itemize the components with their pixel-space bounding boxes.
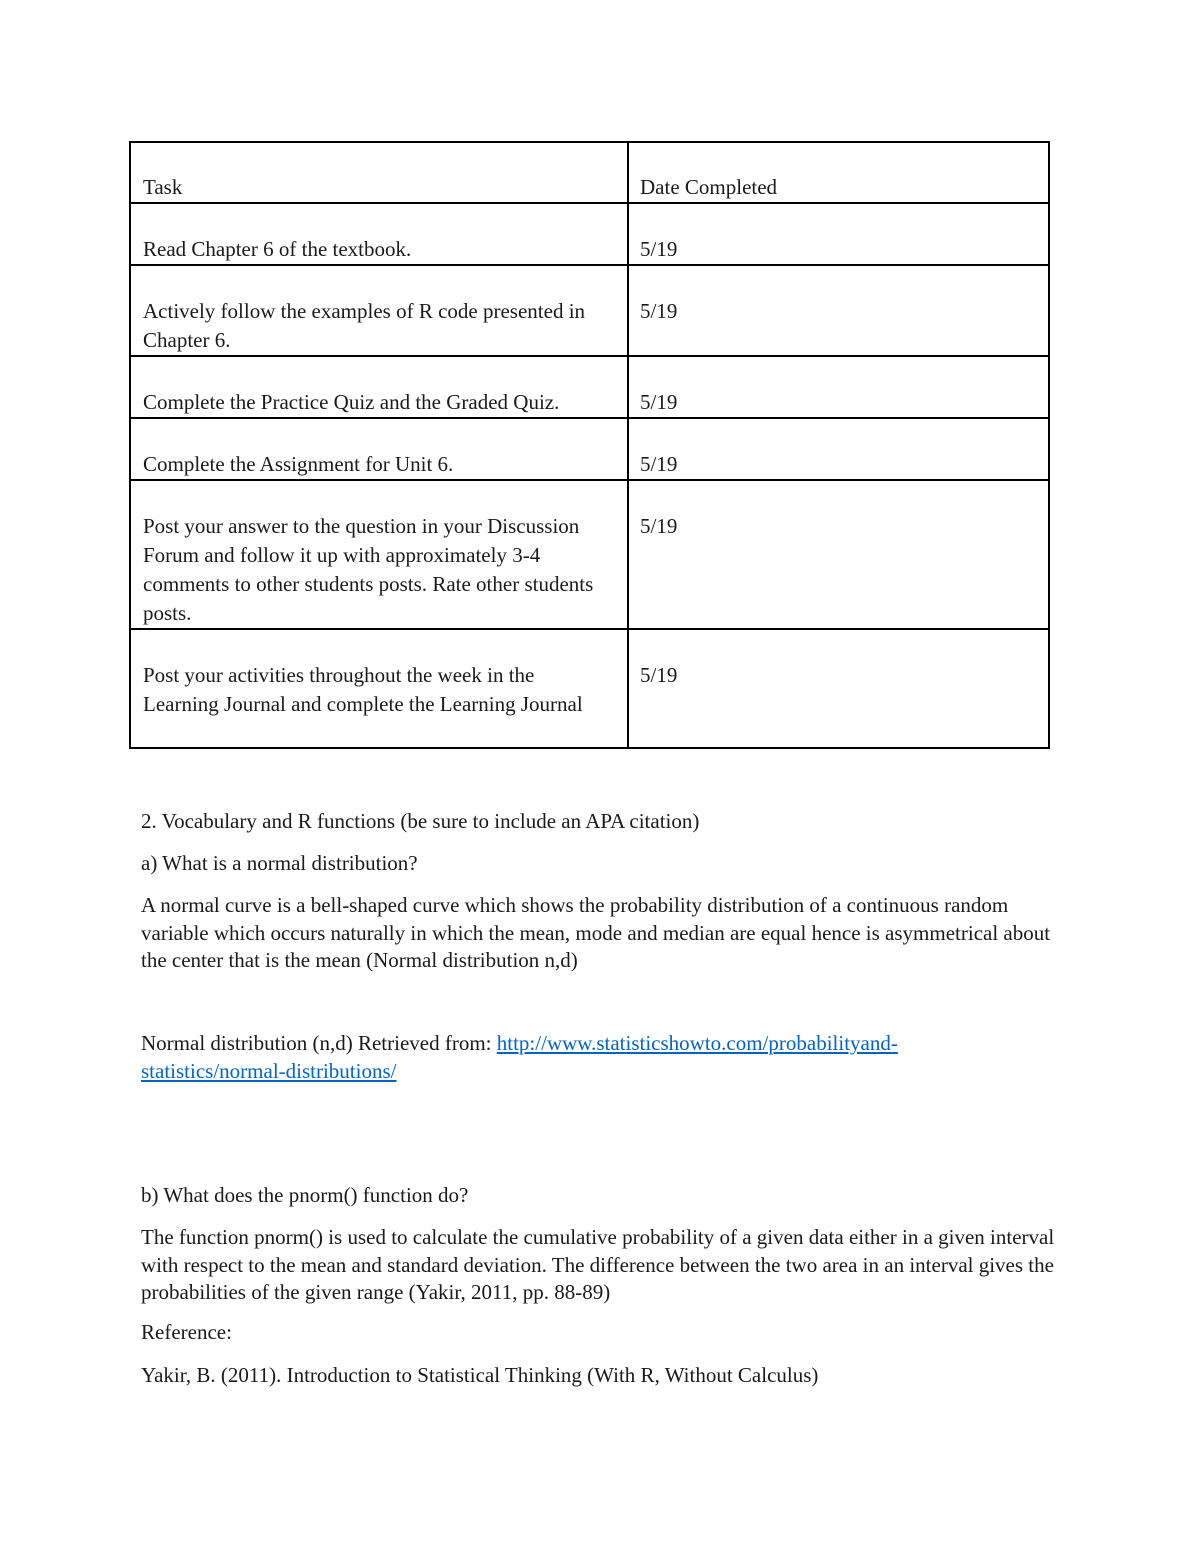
table-row bbox=[130, 418, 1049, 480]
reference-label: Reference: bbox=[141, 1320, 232, 1344]
task-cell: Read Chapter 6 of the textbook. bbox=[130, 203, 628, 265]
task-cell: Actively follow the examples of R code presented in Chapter 6. bbox=[130, 265, 628, 356]
table-row bbox=[130, 480, 1049, 629]
table-row bbox=[130, 203, 1049, 265]
question-a: a) What is a normal distribution? bbox=[141, 851, 418, 875]
answer-b: The function pnorm() is used to calculate the cumulative probability of a given data either in a given interval with respect to the mean and standard deviation. The difference between the two area in an interval gives the probabilities of the given range (Yakir, 2011, pp. 88-89) bbox=[141, 1225, 1055, 1304]
date-cell: 5/19 bbox=[628, 480, 1049, 629]
reference-text: Yakir, B. (2011). Introduction to Statistical Thinking (With R, Without Calculus) bbox=[141, 1363, 819, 1387]
date-cell: 5/19 bbox=[628, 418, 1049, 480]
task-table bbox=[129, 141, 1050, 749]
citation-a bbox=[141, 1030, 1021, 1085]
task-cell: Post your answer to the question in your Discussion Forum and follow it up with approximately 3-4 comments to other students posts. Rate other students posts. bbox=[130, 480, 628, 629]
date-cell: 5/19 bbox=[628, 203, 1049, 265]
answer-a: A normal curve is a bell-shaped curve which shows the probability distribution of a continuous random variable which occurs naturally in which the mean, mode and median are equal hence is asymmetrical about the center that is the mean (Normal distribution n,d) bbox=[141, 893, 1051, 972]
header-date-completed: Date Completed bbox=[628, 142, 1049, 203]
task-cell: Complete the Assignment for Unit 6. bbox=[130, 418, 628, 480]
date-cell: 5/19 bbox=[628, 356, 1049, 418]
question-b: b) What does the pnorm() function do? bbox=[141, 1183, 469, 1207]
task-cell: Complete the Practice Quiz and the Graded Quiz. bbox=[130, 356, 628, 418]
citation-link[interactable]: http://www.statisticshowto.com/probabilityand-statistics/normal-distributions/ bbox=[141, 1031, 898, 1083]
table-header-row bbox=[130, 142, 1049, 203]
citation-prefix: Normal distribution (n,d) Retrieved from: bbox=[141, 1031, 497, 1055]
header-task: Task bbox=[130, 142, 628, 203]
date-cell: 5/19 bbox=[628, 629, 1049, 748]
date-cell: 5/19 bbox=[628, 265, 1049, 356]
table-row bbox=[130, 265, 1049, 356]
table-row bbox=[130, 356, 1049, 418]
section-heading: 2. Vocabulary and R functions (be sure to include an APA citation) bbox=[141, 809, 700, 833]
table-row bbox=[130, 629, 1049, 748]
task-cell: Post your activities throughout the week in the Learning Journal and complete the Learning Journal bbox=[130, 629, 628, 748]
